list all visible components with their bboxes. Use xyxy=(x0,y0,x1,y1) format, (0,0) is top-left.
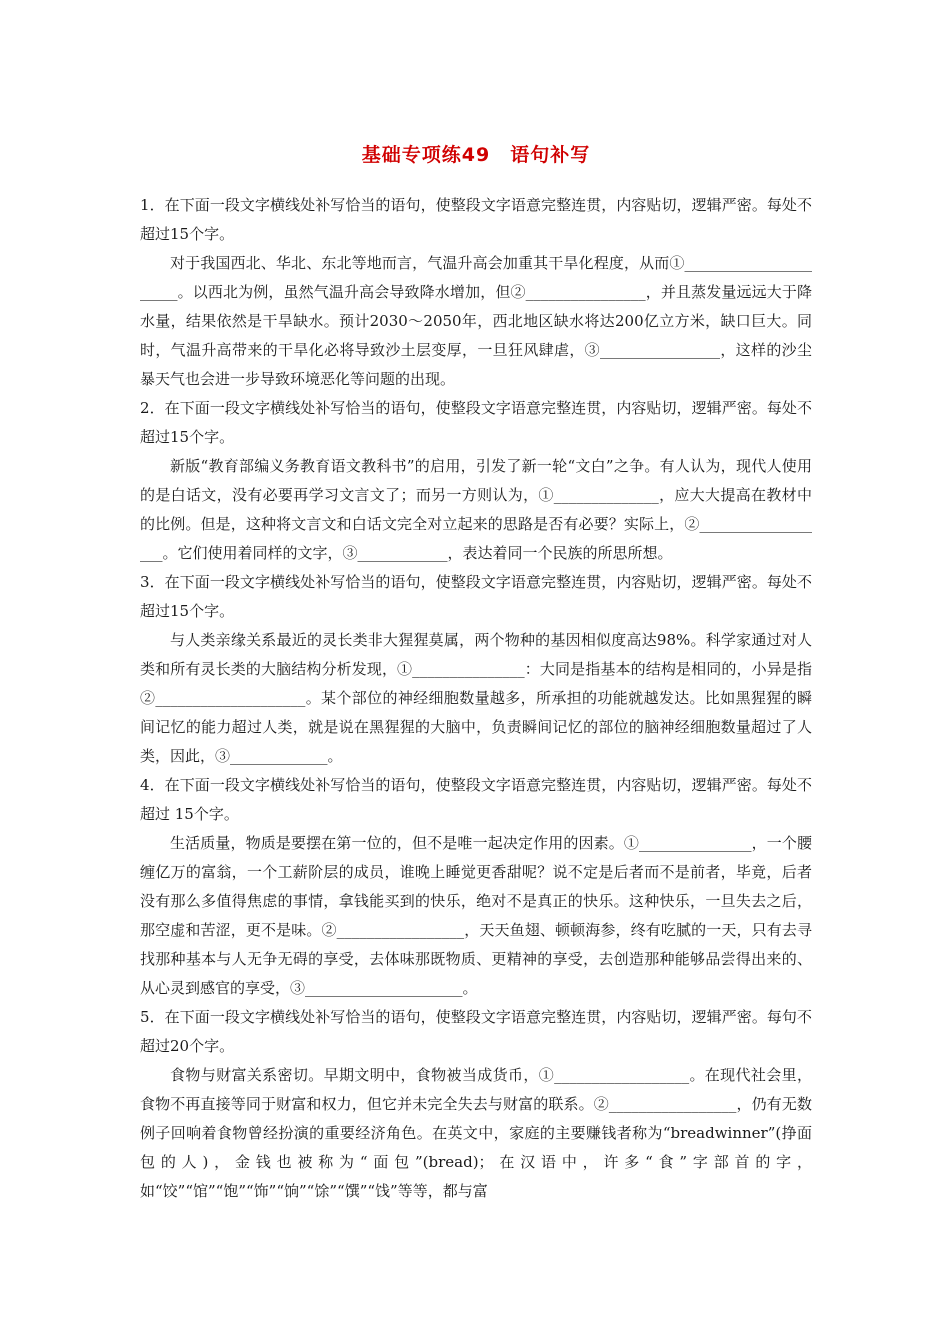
question-instruction: 4．在下面一段文字横线处补写恰当的语句，使整段文字语意完整连贯，内容贴切，逻辑严密。每处不超过 15个字。 xyxy=(140,776,812,823)
question-1 xyxy=(140,191,812,394)
page-title: 基础专项练49 语句补写 xyxy=(361,144,591,166)
question-passage: 食物与财富关系密切。早期文明中，食物被当成货币，①__________________。在现代社会里，食物不再直接等同于财富和权力，但它并未完全失去与财富的联系。②_________________，仍有无数例子回响着食物曾经扮演的重要经济角色。在英文中，家庭的主要赚钱者称为“breadwinner”(挣面包的人)，金钱也被称为“面包”(bread)；在汉语中，许多“食”字部首的字，如“饺”“馆”“饱”“饰”“饷”“馀”“馔”“饯”等等，都与富 xyxy=(140,1066,812,1200)
question-2 xyxy=(140,394,812,568)
question-passage: 生活质量，物质是要摆在第一位的，但不是唯一起决定作用的因素。①_______________，一个腰缠亿万的富翁，一个工薪阶层的成员，谁晚上睡觉更香甜呢？说不定是后者而不是前者，毕竟，后者没有那么多值得焦虑的事情，拿钱能买到的快乐，绝对不是真正的快乐。这种快乐，一旦失去之后，那空虚和苦涩，更不是味。②_________________，天天鱼翅、顿顿海参，终有吃腻的一天，只有去寻找那种基本与人无争无碍的享受，去体味那既物质、更精神的享受，去创造那种能够品尝得出来的、从心灵到感官的享受，③_____________________。 xyxy=(140,834,812,997)
question-instruction: 3．在下面一段文字横线处补写恰当的语句，使整段文字语意完整连贯，内容贴切，逻辑严密。每处不超过15个字。 xyxy=(140,573,812,620)
question-passage: 与人类亲缘关系最近的灵长类非大猩猩莫属，两个物种的基因相似度高达98%。科学家通过对人类和所有灵长类的大脑结构分析发现，①_______________：大同是指基本的结构是相同的，小异是指②____________________。某个部位的神经细胞数量越多，所承担的功能就越发达。比如黑猩猩的瞬间记忆的能力超过人类，就是说在黑猩猩的大脑中，负责瞬间记忆的部位的脑神经细胞数量超过了人类，因此，③_____________。 xyxy=(140,631,812,765)
document-page xyxy=(140,140,812,1206)
question-passage: 对于我国西北、华北、东北等地而言，气温升高会加重其干旱化程度，从而①______________________。以西北为例，虽然气温升高会导致降水增加，但②________________，并且蒸发量远远大于降水量，结果依然是干旱缺水。预计2030～2050年，西北地区缺水将达200亿立方米，缺口巨大。同时，气温升高带来的干旱化必将导致沙土层变厚，一旦狂风肆虐，③________________，这样的沙尘暴天气也会进一步导致环境恶化等问题的出现。 xyxy=(140,254,812,388)
question-3 xyxy=(140,568,812,771)
question-passage: 新版“教育部编义务教育语文教科书”的启用，引发了新一轮“文白”之争。有人认为，现代人使用的是白话文，没有必要再学习文言文了；而另一方则认为，①______________，应大大提高在教材中的比例。但是，这种将文言文和白话文完全对立起来的思路是否有必要？实际上，②__________________。它们使用着同样的文字，③____________，表达着同一个民族的所思所想。 xyxy=(140,457,812,562)
question-5 xyxy=(140,1003,812,1206)
question-4 xyxy=(140,771,812,1003)
question-instruction: 1．在下面一段文字横线处补写恰当的语句，使整段文字语意完整连贯，内容贴切，逻辑严密。每处不超过15个字。 xyxy=(140,196,812,243)
question-instruction: 2．在下面一段文字横线处补写恰当的语句，使整段文字语意完整连贯，内容贴切，逻辑严密。每处不超过15个字。 xyxy=(140,399,812,446)
question-instruction: 5．在下面一段文字横线处补写恰当的语句，使整段文字语意完整连贯，内容贴切，逻辑严密。每句不超过20个字。 xyxy=(140,1008,812,1055)
